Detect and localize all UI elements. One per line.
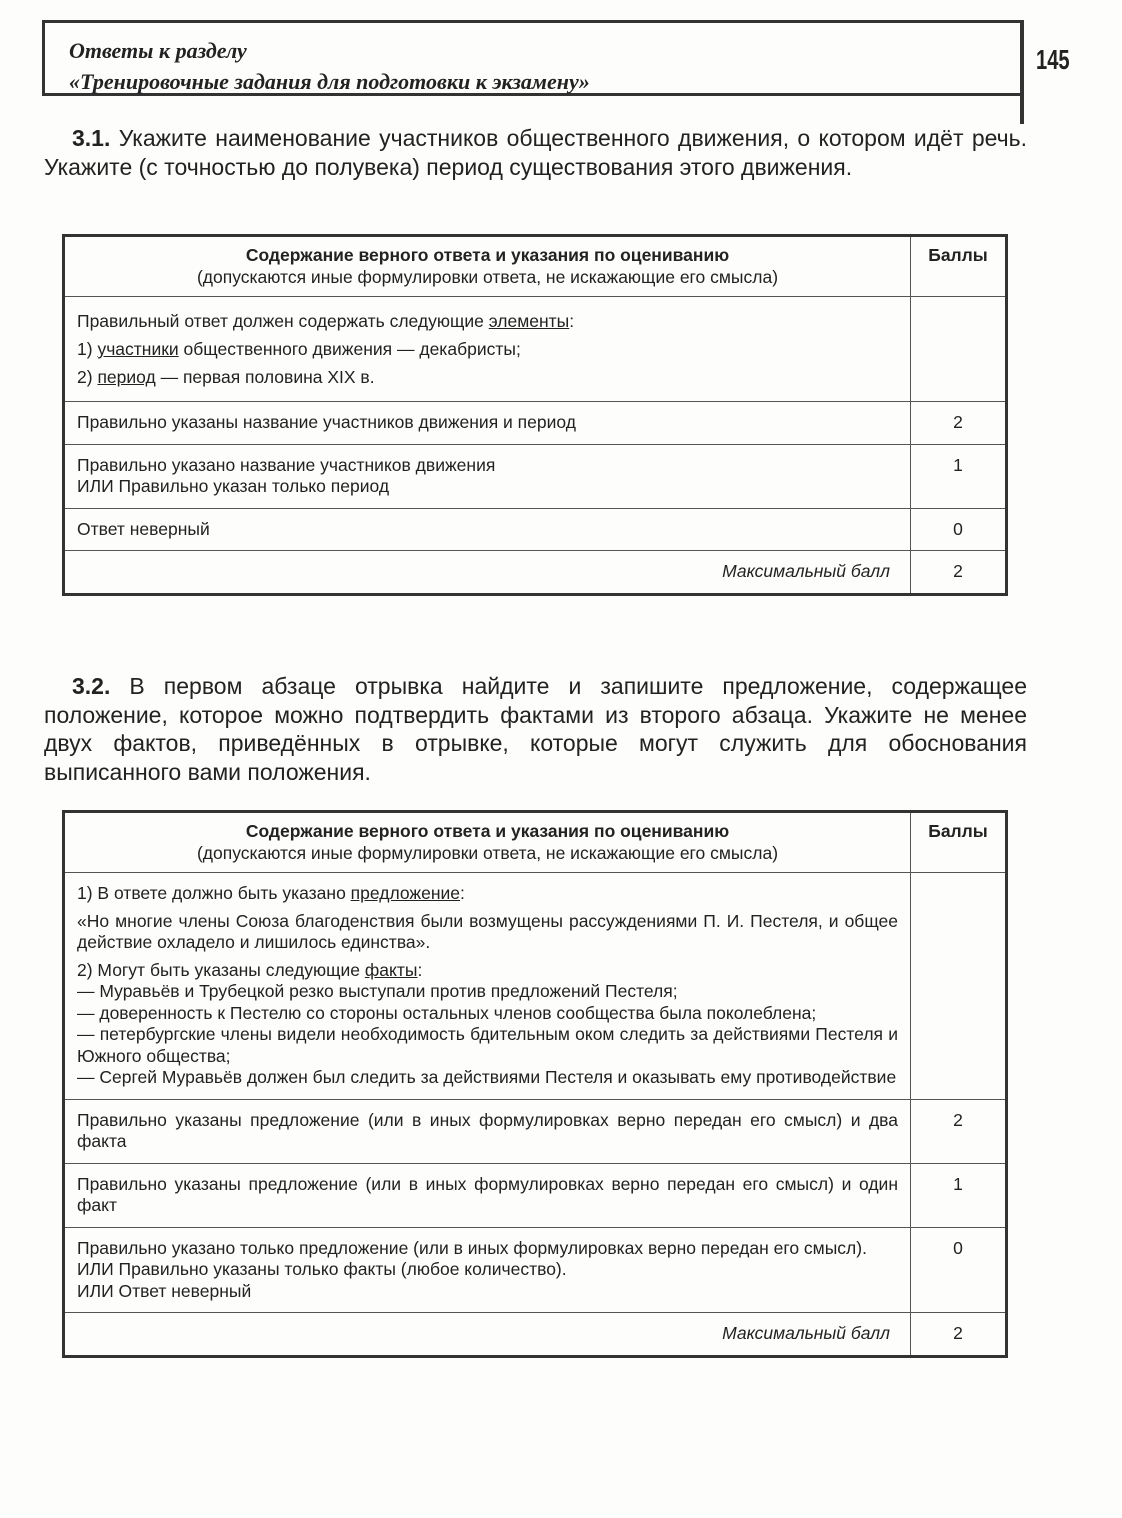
- answer-quote: «Но многие члены Союза благоденствия были возмущены рассуждениями П. И. Пестеля, и общее действие охладело и лишилось единства».: [77, 910, 898, 952]
- criteria-text: [64, 1227, 911, 1313]
- fact-item: — Сергей Муравьёв должен был следить за действиями Пестеля и оказывать ему противодействие: [77, 1067, 897, 1087]
- criteria-text: [64, 444, 911, 508]
- criteria-points: 2: [911, 402, 1007, 445]
- max-score-points: 2: [911, 551, 1007, 595]
- item2-rest: — первая половина XIX в.: [155, 367, 375, 387]
- max-score-row: [64, 551, 1007, 595]
- task-3-2-text: [44, 672, 1027, 786]
- answer-intro: Правильный ответ должен содержать следующие: [77, 311, 489, 331]
- criteria-row: [64, 508, 1007, 551]
- criteria-points: 0: [911, 508, 1007, 551]
- page-number: 145: [1036, 44, 1070, 75]
- task-3-1-text: [44, 124, 1027, 181]
- criteria-points: 1: [911, 1163, 1007, 1227]
- header-points: Баллы: [911, 812, 1007, 873]
- criteria-text: [64, 1099, 911, 1163]
- task-3-1-number: 3.1.: [72, 125, 111, 151]
- fact-item: — доверенность к Пестелю со стороны остальных членов сообщества была поколеблена;: [77, 1002, 817, 1023]
- criteria-line: ИЛИ Правильно указаны только факты (любое количество).: [77, 1259, 567, 1279]
- criteria-points: 1: [911, 444, 1007, 508]
- criteria-line: Правильно указано название участников движения: [77, 454, 496, 475]
- header-main: Содержание верного ответа и указания по оцениванию: [245, 245, 730, 265]
- max-score-label: Максимальный балл: [64, 1313, 911, 1357]
- table-header-row: [64, 812, 1007, 873]
- criteria-line: Правильно указаны предложение (или в иных формулировках верно передан его смысл) и один факт: [77, 1173, 898, 1215]
- header-sub: (допускаются иные формулировки ответа, не искажающие его смысла): [196, 266, 779, 287]
- task-3-2-grading-table: [62, 810, 1008, 1358]
- item1-prefix: 1): [77, 339, 98, 359]
- criteria-points: 2: [911, 1099, 1007, 1163]
- item2-underlined: период: [97, 367, 156, 387]
- header-main: Содержание верного ответа и указания по оцениванию: [245, 821, 730, 841]
- table-header-content: [64, 812, 911, 873]
- answer-p2-underlined: факты: [364, 959, 418, 980]
- max-score-points: 2: [911, 1313, 1007, 1357]
- max-score-label: Максимальный балл: [64, 551, 911, 595]
- answer-points-empty: [911, 297, 1007, 402]
- criteria-text: [64, 1163, 911, 1227]
- criteria-points: 0: [911, 1227, 1007, 1313]
- criteria-line: Ответ неверный: [77, 518, 210, 539]
- table-header-row: [64, 236, 1007, 297]
- criteria-row: [64, 1163, 1007, 1227]
- answer-p1-underlined: предложение: [350, 883, 460, 903]
- fact-item: — Муравьёв и Трубецкой резко выступали против предложений Пестеля;: [77, 981, 678, 1001]
- item1-rest: общественного движения — декабристы;: [178, 339, 521, 359]
- task-3-2-number: 3.2.: [72, 673, 111, 699]
- max-score-row: [64, 1313, 1007, 1357]
- criteria-line: ИЛИ Правильно указан только период: [77, 476, 390, 496]
- answer-content: [64, 873, 911, 1100]
- answer-intro-end: :: [569, 311, 575, 331]
- criteria-line: Правильно указаны предложение (или в иных формулировках верно передан его смысл) и два факта: [77, 1109, 898, 1151]
- item1-underlined: участники: [97, 339, 179, 359]
- criteria-line: Правильно указано только предложение (или в иных формулировках верно передан его смысл).: [77, 1237, 867, 1258]
- answer-points-empty: [911, 873, 1007, 1100]
- criteria-row: [64, 1227, 1007, 1313]
- answer-p2-end: :: [417, 959, 423, 980]
- criteria-text: [64, 508, 911, 551]
- criteria-row: [64, 402, 1007, 445]
- answer-row: [64, 297, 1007, 402]
- fact-item: — петербургские члены видели необходимость бдительным оком следить за действиями Пестеля и Южного общества;: [77, 1024, 898, 1066]
- answer-intro-underlined: элементы: [488, 311, 570, 331]
- answer-p1-prefix: 1) В ответе должно быть указано: [77, 883, 351, 903]
- item2-prefix: 2): [77, 367, 98, 387]
- section-title-line2: «Тренировочные задания для подготовки к экзамену»: [69, 69, 590, 94]
- answer-p2-prefix: 2) Могут быть указаны следующие: [77, 959, 365, 980]
- criteria-line: Правильно указаны название участников движения и период: [77, 412, 576, 432]
- criteria-line: ИЛИ Ответ неверный: [77, 1280, 252, 1301]
- task-3-2-question: В первом абзаце отрывка найдите и запишите предложение, содержащее положение, которое можно подтвердить фактами из второго абзаца. Укажите не менее двух фактов, приведённых в отрывке, которые могут служить для обоснования выписанного вами положения.: [44, 673, 1027, 785]
- header-points: Баллы: [911, 236, 1007, 297]
- table-header-content: [64, 236, 911, 297]
- section-title-line1: Ответы к разделу: [69, 38, 247, 63]
- answer-content: [64, 297, 911, 402]
- task-3-1-question: Укажите наименование участников общественного движения, о котором идёт речь. Укажите (с точностью до полувека) период существования этого движения.: [44, 125, 1027, 180]
- criteria-row: [64, 1099, 1007, 1163]
- section-header: [42, 20, 1020, 96]
- criteria-row: [64, 444, 1007, 508]
- answer-row: [64, 873, 1007, 1100]
- header-sub: (допускаются иные формулировки ответа, не искажающие его смысла): [196, 842, 779, 863]
- header-divider: [1020, 20, 1024, 124]
- task-3-1-grading-table: [62, 234, 1008, 596]
- criteria-text: [64, 402, 911, 445]
- answer-p1-end: :: [460, 883, 465, 903]
